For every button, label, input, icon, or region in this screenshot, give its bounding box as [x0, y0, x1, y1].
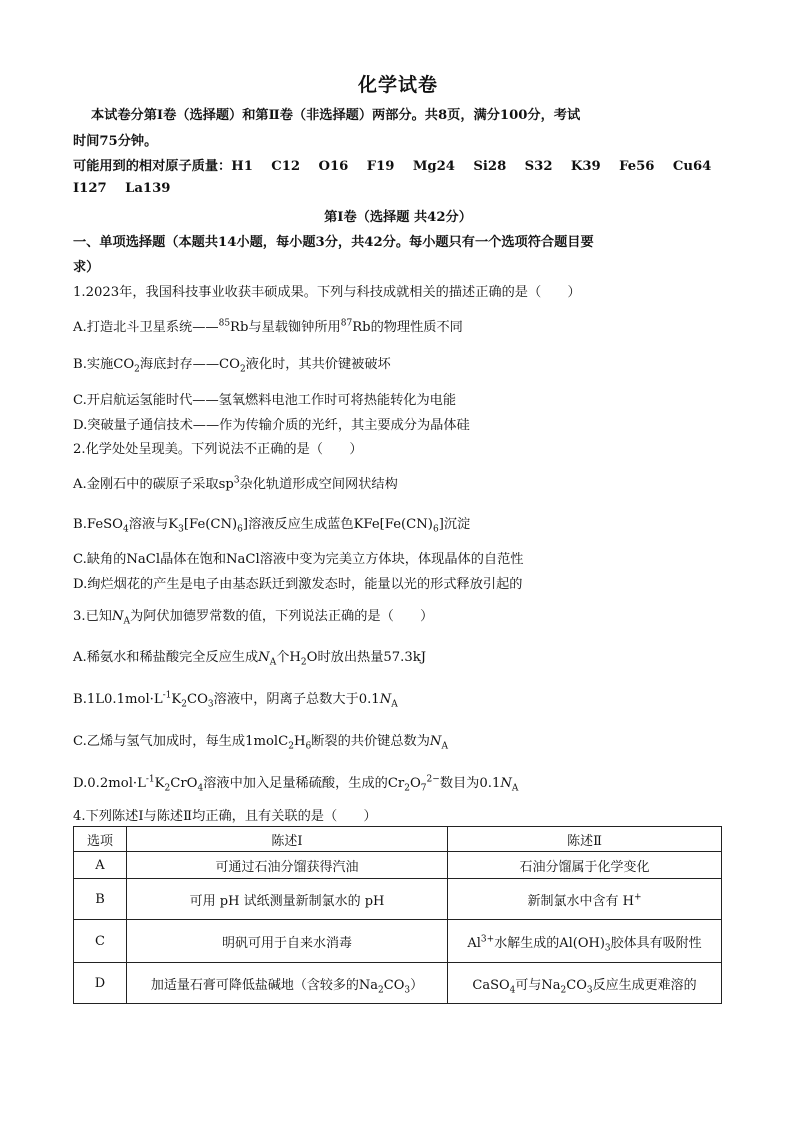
q2-option-d: D.绚烂烟花的产生是电子由基态跃迁到激发态时，能量以光的形式释放引起的 [73, 577, 523, 592]
page-title: 化学试卷 [357, 74, 438, 96]
cell-text: 试纸测量新制氯水的 [243, 893, 361, 909]
atomic-mass-item: Fe56 [619, 159, 655, 174]
atomic-mass-item: C12 [271, 159, 301, 174]
q4-table [73, 826, 722, 1004]
atomic-mass-item: Si28 [473, 159, 507, 174]
cell-statement-1: 加适量石膏可降低盐碱地（含较多的$Na_2CO_3$） [127, 963, 448, 1004]
atomic-mass-item: La139 [125, 181, 171, 196]
cell-text: 可与 [515, 977, 542, 993]
q1-b-text: 液化时，其共价键被破坏 [245, 357, 391, 372]
q1-a-text: 的物理性质不同 [370, 320, 463, 335]
q1-a-text: A.打造北斗卫星系统—— [73, 320, 219, 335]
atomic-masses-label: 可能用到的相对原子质量： [73, 159, 232, 174]
atomic-masses-line-2 [73, 181, 170, 196]
q2-b-text: B. [73, 517, 87, 532]
cell-text: pH [219, 893, 240, 909]
header-statement-1: 陈述Ⅰ [127, 827, 448, 852]
atomic-mass-item: H1 [231, 159, 253, 174]
cell-text: 加适量石膏可降低盐碱地（含较多的 [150, 977, 359, 993]
q3-d-text: D. [73, 776, 88, 791]
cell-text: 新制氯水中含有 [527, 893, 619, 909]
q3-d-text: 溶液中加入足量稀硫酸，生成的 [203, 776, 388, 791]
atomic-mass-item: F19 [366, 159, 395, 174]
cell-option: C [74, 920, 127, 963]
q1-b-text: B.实施 [73, 357, 114, 372]
cell-statement-2: $Al^{3+}$水解生成的$Al(OH)_3$胶体具有吸附性 [448, 920, 722, 963]
header-statement-2: 陈述Ⅱ [448, 827, 722, 852]
q1-option-d: D.突破量子通信技术——作为传输介质的光纤，其主要成分为晶体硅 [73, 418, 470, 433]
q3-stem-text: 3.已知 [73, 609, 112, 624]
q2-a-text: A.金刚石中的碳原子采取 [73, 477, 219, 492]
header-option: 选项 [74, 827, 127, 852]
q1-option-b: B.实施$CO_2$海底封存$——CO_2$液化时，其共价键被破坏 [73, 357, 391, 375]
table-row [74, 852, 722, 879]
q1-option-c: C.开启航运氢能时代——氢氧燃料电池工作时可将热能转化为电能 [73, 393, 457, 408]
cell-text: pH [364, 893, 385, 909]
atomic-mass-item: I127 [73, 181, 107, 196]
section1-heading-2: 求） [73, 260, 100, 275]
atomic-mass-item: O16 [318, 159, 349, 174]
q3-stem-text: 为阿伏加德罗常数的值，下列说法正确的是（ ） [130, 609, 434, 624]
cell-option: D [74, 963, 127, 1004]
atomic-mass-item: Cu64 [672, 159, 712, 174]
q4-stem: 4.下列陈述Ⅰ与陈述Ⅱ均正确，且有关联的是（ ） [73, 809, 377, 824]
q3-b-text: B. [73, 692, 87, 707]
q1-stem: 1.2023年，我国科技事业收获丰硕成果。下列与科技成就相关的描述正确的是（ ） [73, 285, 581, 300]
cell-statement-1 [127, 879, 448, 920]
q2-option-c: C.缺角的NaCl晶体在饱和NaCl溶液中变为完美立方体块，体现晶体的自范性 [73, 552, 524, 567]
q3-option-b: $B.1L0.1mol\cdot L^{-1}K_2CO_3$溶液中，阴离子总数大于$0.1N_A$ [73, 690, 398, 710]
table-header-row [74, 827, 722, 852]
q3-a-text: 时放出热量57.3kJ [317, 650, 427, 665]
q3-stem: 3.已知$N_A$为阿伏加德罗常数的值，下列说法正确的是（ ） [73, 609, 434, 627]
q2-a-text: 杂化轨道形成空间网状结构 [239, 477, 398, 492]
q3-a-text: 个 [276, 650, 290, 665]
q3-option-a: A.稀氨水和稀盐酸完全反应生成$N_A$个$H_2O$时放出热量57.3kJ [73, 650, 427, 668]
cell-text: 胶体具有吸附性 [610, 935, 702, 951]
intro-line-2: 时间75分钟。 [73, 134, 158, 149]
q1-option-a: A.打造北斗卫星系统——$^{85}$Rb与星载铷钟所用$^{87}$Rb的物理性质不同 [73, 318, 463, 335]
cell-option: B [74, 879, 127, 920]
q2-b-text: 沉淀 [443, 517, 471, 532]
q3-option-c: C.乙烯与氢气加成时，每生成$1molC_2H_6$断裂的共价键总数为$N_A$ [73, 734, 448, 752]
q3-c-text: C.乙烯与氢气加成时，每生成 [73, 734, 246, 749]
cell-text: ） [410, 977, 424, 993]
table-row [74, 963, 722, 1004]
q3-d-text: 数目为 [439, 776, 480, 791]
q1-b-text: 海底封存—— [139, 357, 220, 372]
q3-b-text: 溶液中，阴离子总数大于 [213, 692, 359, 707]
atomic-masses-line [73, 155, 711, 174]
q2-option-b: B.FeSO$_4$溶液与$K_3[Fe(CN)_6]$溶液反应生成蓝色$KFe[Fe(CN)_6]$沉淀 [73, 517, 471, 535]
cell-text: 水解生成的 [494, 935, 560, 951]
atomic-mass-item: S32 [524, 159, 553, 174]
q1-a-text: 与星载铷钟所用 [248, 320, 341, 335]
atomic-mass-item: Mg24 [412, 159, 455, 174]
table-row [74, 920, 722, 963]
part1-title: 第Ⅰ卷（选择题 共42分） [324, 210, 472, 225]
q2-option-a: A.金刚石中的碳原子采取$sp^3$杂化轨道形成空间网状结构 [73, 475, 398, 492]
cell-statement-1: 可通过石油分馏获得汽油 [127, 852, 448, 879]
cell-option: A [74, 852, 127, 879]
cell-statement-2: 新制氯水中含有 H+ [448, 879, 722, 920]
cell-text: 反应生成更难溶的 [592, 977, 697, 993]
q3-a-text: A.稀氨水和稀盐酸完全反应生成 [73, 650, 259, 665]
q2-b-text: 溶液反应生成蓝色 [248, 517, 354, 532]
q3-c-text: 断裂的共价键总数为 [311, 734, 430, 749]
section1-heading-1: 一、单项选择题（本题共14小题，每小题3分，共42分。每小题只有一个选项符合题目要 [73, 235, 594, 250]
atomic-mass-item: K39 [570, 159, 601, 174]
q2-b-text: 溶液与 [128, 517, 169, 532]
cell-text: 可用 [189, 893, 216, 909]
table-row [74, 879, 722, 920]
q2-stem: 2.化学处处呈现美。下列说法不正确的是（ ） [73, 442, 363, 457]
cell-statement-2: CaSO$_4$可与$Na_2CO_3$反应生成更难溶的 [448, 963, 722, 1004]
cell-statement-2: 石油分馏属于化学变化 [448, 852, 722, 879]
q3-option-d: $D.0.2mol\cdot L^{-1}K_2CrO_4$溶液中加入足量稀硫酸，生成的$Cr_2O_7^{2-}$数目为$0.1N_A$ [73, 774, 519, 794]
intro-line-1: 本试卷分第Ⅰ卷（选择题）和第Ⅱ卷（非选择题）两部分。共8页，满分100分，考试 [91, 108, 581, 123]
cell-statement-1: 明矾可用于自来水消毒 [127, 920, 448, 963]
